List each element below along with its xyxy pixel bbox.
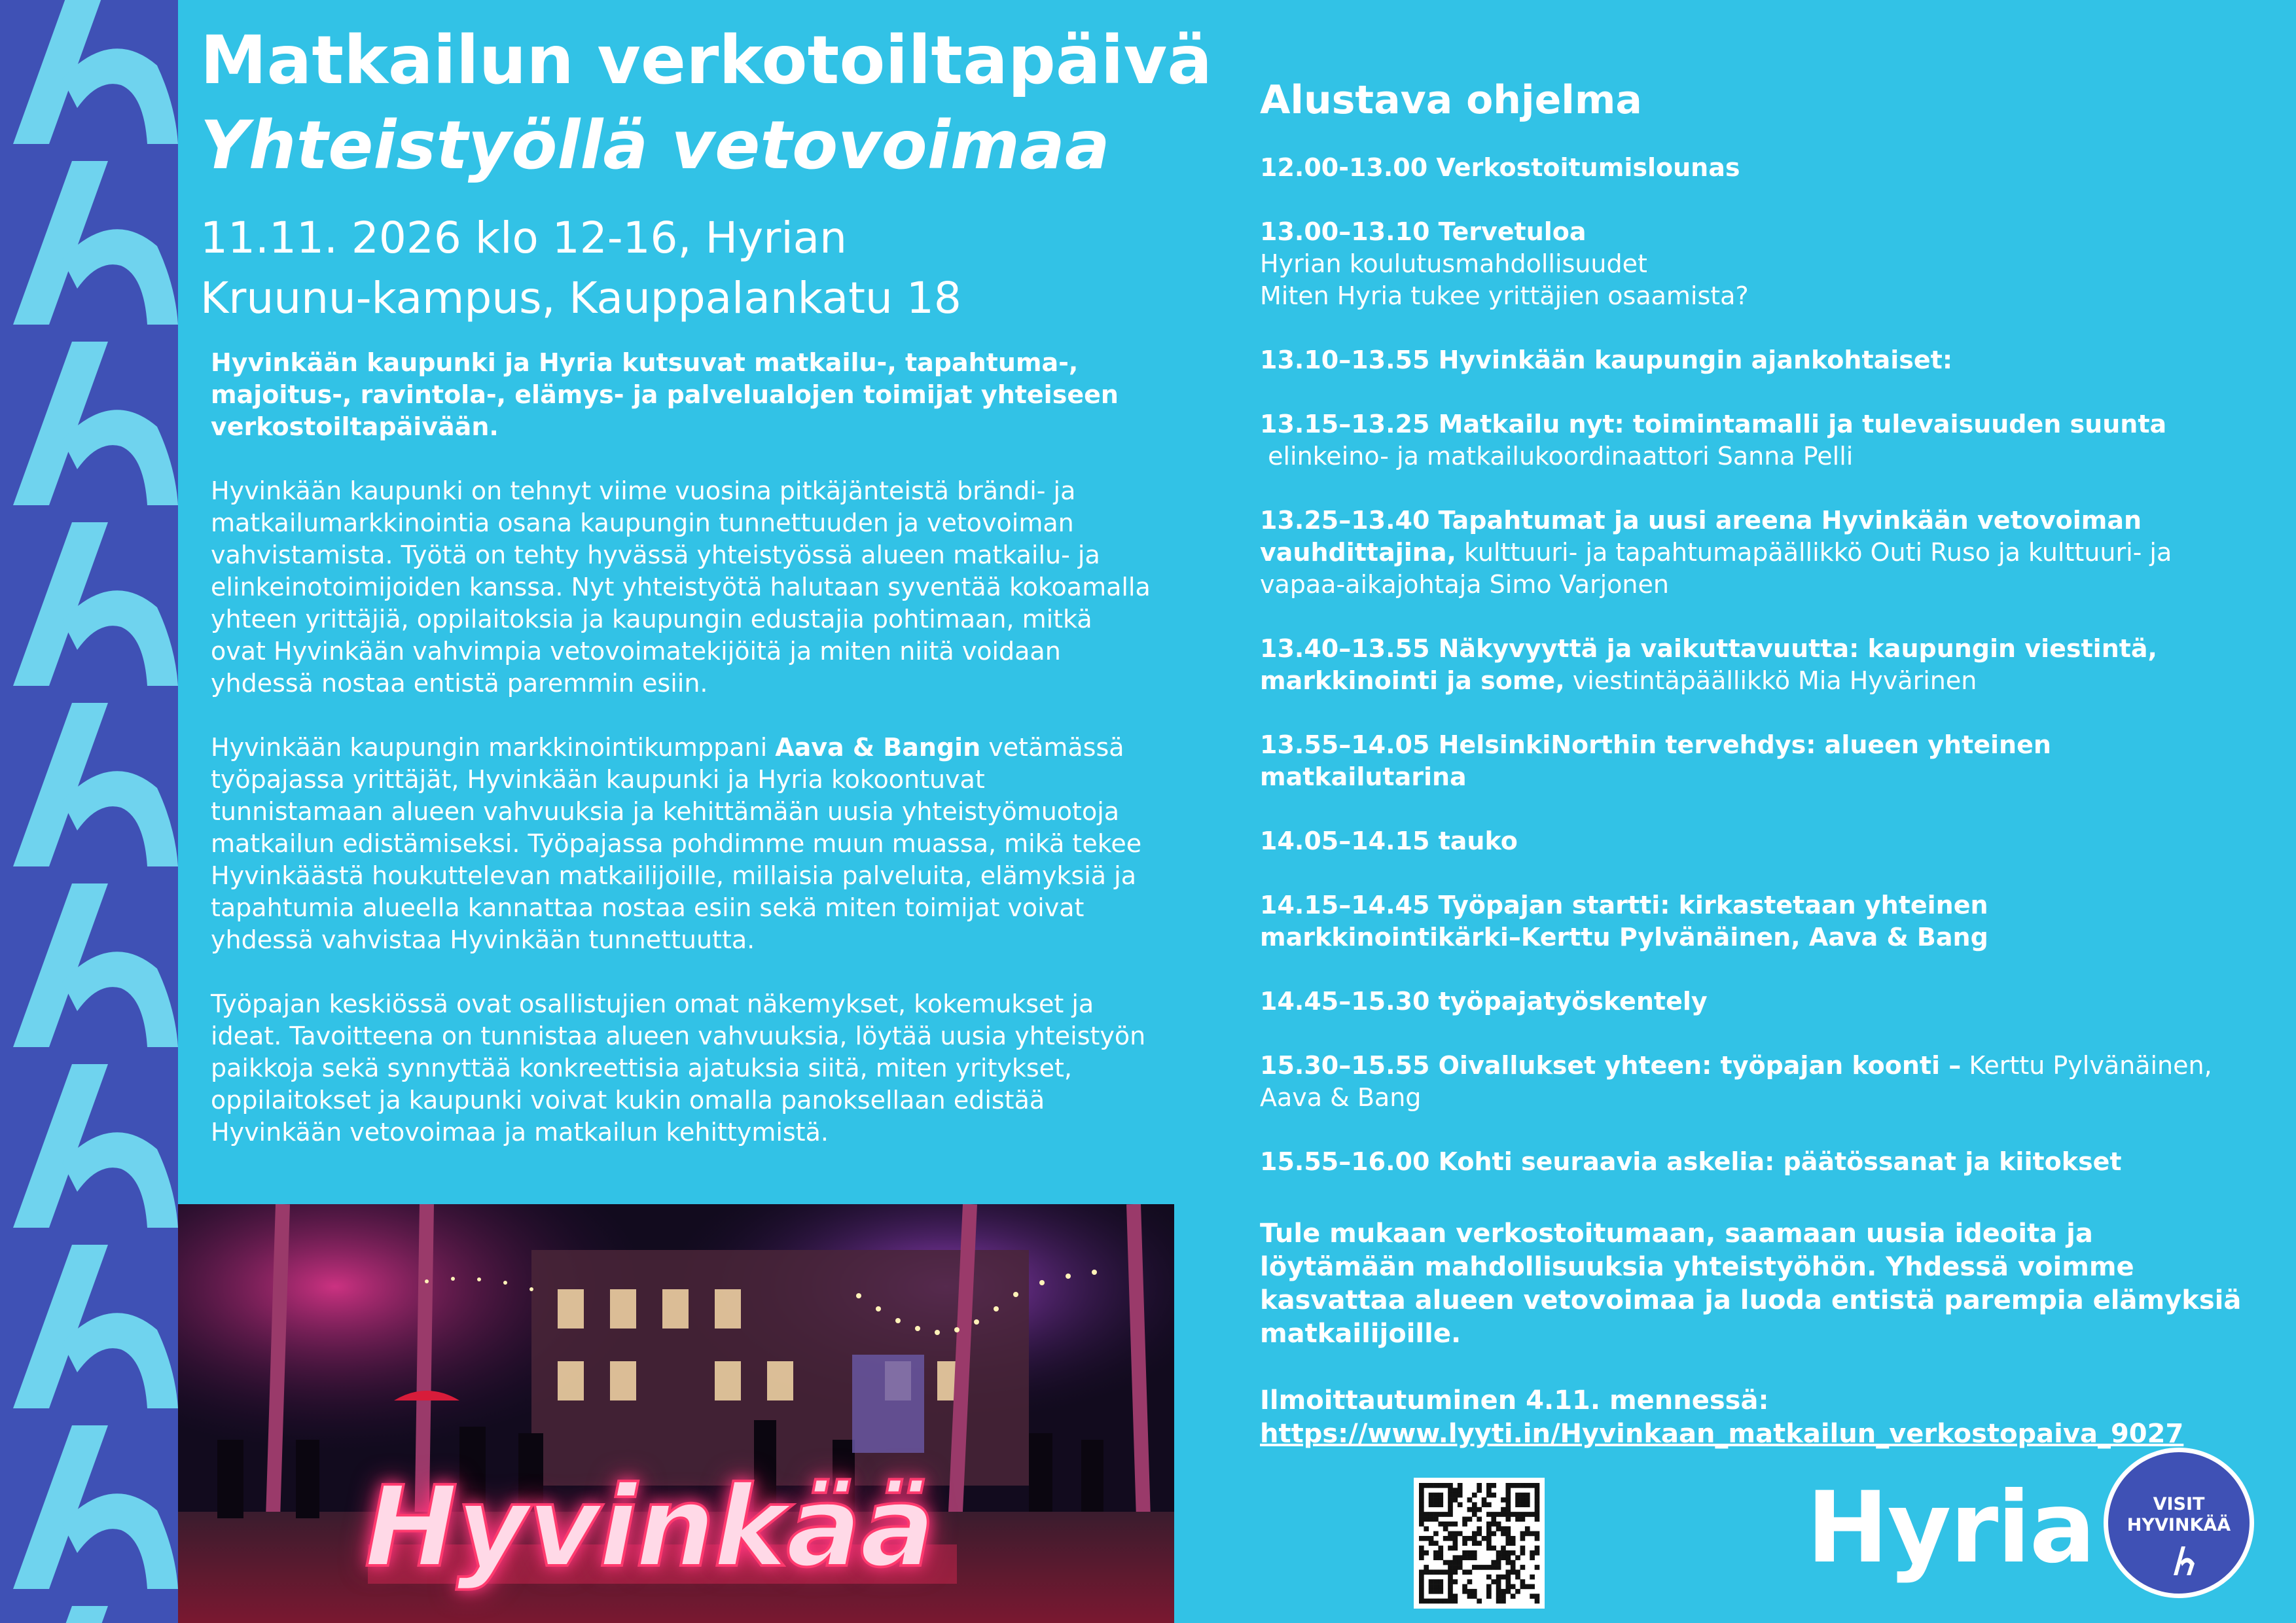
intro-p2-end: vetämässä työpajassa yrittäjät, Hyvinkään kaupunki ja Hyria kokoontuvat tunnistamaan alueen vahvuuksia ja kehittämään uusia yhteistyömuotoja matkailun edistämiseksi. Työpajassa pohdimme muun muassa, mikä tekee Hyvinkäästä houkuttelevan matkailijoille, millaisia palveluita, elämyksiä ja tapahtumia alueella kannattaa nostaa esiin sekä miten toimijat voivat yhdessä vahvistaa Hyvinkään tunnettuutta. — [211, 733, 1142, 954]
registration-label: Ilmoittautuminen 4.11. mennessä: — [1260, 1385, 1769, 1416]
program-item-time-title: 13.25–13.40 Tapahtumat ja uusi areena Hyvinkään vetovoiman vauhdittajina, — [1260, 506, 2142, 567]
program-item-time-title: 14.15–14.45 Työpajan startti: kirkastetaan yhteinen markkinointikärki–Kerttu Pylvänäinen, Aava & Bang — [1260, 891, 1988, 952]
program-item-details: elinkeino- ja matkailukoordinaattori Sanna Pelli — [1260, 442, 1854, 471]
program-item-time-title: 13.55–14.05 HelsinkiNorthin tervehdys: alueen yhteinen matkailutarina — [1260, 730, 2051, 791]
program-list — [1260, 152, 2255, 1210]
program-item — [1260, 729, 2255, 793]
program-heading: Alustava ohjelma — [1260, 77, 1642, 123]
left-column — [178, 0, 1213, 1623]
program-item-details: Hyrian koulutusmahdollisuudet Miten Hyria tukee yrittäjien osaamista? — [1260, 249, 1749, 310]
cta-text: Tule mukaan verkostoitumaan, saamaan uusia ideoita ja löytämään mahdollisuuksia yhteistyöhön. Yhdessä voimme kasvattaa alueen vetovoimaa ja luoda entistä parempia elämyksiä matkailijoille. — [1260, 1219, 2242, 1349]
program-item — [1260, 152, 2255, 184]
call-to-action — [1260, 1217, 2255, 1451]
photo-sign-text: Hyvinkää — [365, 1463, 934, 1592]
registration-link[interactable]: https://www.lyyti.in/Hyvinkaan_matkailun_verkostopaiva_9027 — [1260, 1419, 2184, 1449]
intro-paragraph-1: Hyvinkään kaupunki on tehnyt viime vuosina pitkäjänteistä brändi- ja matkailumarkkinointia osana kaupungin tunnettuuden ja vetovoiman vahvistamista. Työtä on tehty hyvässä yhteistyössä alueen matkailu- ja elinkeinotoimijoiden kanssa. Nyt yhteistyötä halutaan syventää kokoamalla yhteen yrittäjiä, oppilaitoksia ja kaupungin edustajia pohtimaan, mitkä ovat Hyvinkään vahvimpia vetovoimatekijöitä ja miten niitä voidaan yhdessä nostaa entistä paremmin esiin. — [211, 476, 1151, 698]
program-item-time-title: 13.15–13.25 Matkailu nyt: toimintamalli ja tulevaisuuden suunta — [1260, 410, 2167, 438]
program-item — [1260, 216, 2255, 312]
event-date-location — [200, 208, 1169, 329]
page-subtitle: Yhteistyöllä vetovoimaa — [200, 107, 1110, 185]
visit-logo-line1: VISIT — [2153, 1494, 2205, 1514]
program-item-time-title: 15.55–16.00 Kohti seuraavia askelia: päätössanat ja kiitokset — [1260, 1147, 2122, 1176]
program-item — [1260, 344, 2255, 376]
h-pattern-icon — [0, 0, 178, 1623]
right-column — [1260, 0, 2268, 1623]
qr-code-icon — [1414, 1478, 1545, 1609]
visit-hyvinkaa-logo — [2104, 1448, 2254, 1598]
program-item-time-title: 14.05–14.15 tauko — [1260, 827, 1518, 855]
program-item — [1260, 986, 2255, 1018]
program-item — [1260, 505, 2255, 601]
program-item-time-title: 13.00–13.10 Tervetuloa — [1260, 217, 1587, 246]
intro-lead: Hyvinkään kaupunki ja Hyria kutsuvat matkailu-, tapahtuma-, majoitus-, ravintola-, elämys- ja palvelualojen toimijat yhteiseen verkostoiltapäivään. — [211, 348, 1119, 441]
program-item — [1260, 408, 2255, 473]
intro-p2-partner: Aava & Bangin — [775, 733, 981, 762]
intro-paragraph-3: Työpajan keskiössä ovat osallistujien omat näkemykset, kokemukset ja ideat. Tavoitteena on tunnistaa alueen vahvuuksia, löytää uusia yhteistyön paikkoja sekä synnyttää konkreettisia ajatuksia siitä, miten yritykset, oppilaitokset ja kaupunki voivat kukin omalla panoksellaan edistää Hyvinkään vetovoimaa ja matkailun kehittymistä. — [211, 990, 1146, 1147]
program-item — [1260, 633, 2255, 697]
intro-paragraph-2 — [211, 732, 1153, 956]
intro-p2-start: Hyvinkään kaupungin markkinointikumppani — [211, 733, 776, 762]
date-line: 11.11. 2026 klo 12-16, Hyrian — [200, 213, 847, 263]
program-item-time-title: 13.40–13.55 Näkyvyyttä ja vaikuttavuutta: kaupungin viestintä, markkinointi ja some, — [1260, 634, 2157, 695]
h-mark-icon — [2168, 1544, 2198, 1577]
program-item-details: viestintäpäällikkö Mia Hyvärinen — [1564, 666, 1977, 695]
program-item — [1260, 1146, 2255, 1178]
intro-text — [211, 347, 1153, 1181]
page-title: Matkailun verkotoiltapäivä — [200, 22, 1213, 99]
program-item-time-title: 12.00-13.00 Verkostoitumislounas — [1260, 153, 1740, 182]
program-item-details: kulttuuri- ja tapahtumapäällikkö Outi Ruso ja kulttuuri- ja vapaa-aikajohtaja Simo Varjonen — [1260, 538, 2172, 599]
qr-code — [1414, 1478, 1545, 1609]
event-photo — [178, 1204, 1174, 1623]
program-item-details: Kerttu Pylvänäinen, Aava & Bang — [1260, 1051, 2212, 1112]
visit-logo-line2: HYVINKÄÄ — [2126, 1515, 2231, 1535]
program-item — [1260, 825, 2255, 857]
hyria-logo: Hyria — [1806, 1471, 2094, 1585]
program-item-time-title: 14.45–15.30 työpajatyöskentely — [1260, 987, 1708, 1016]
program-item — [1260, 889, 2255, 954]
decorative-sidebar — [0, 0, 178, 1623]
program-item — [1260, 1050, 2255, 1114]
program-item-time-title: 15.30–15.55 Oivallukset yhteen: työpajan koonti – — [1260, 1051, 1962, 1080]
program-item-time-title: 13.10–13.55 Hyvinkään kaupungin ajankohtaiset: — [1260, 346, 1953, 374]
location-line: Kruunu-kampus, Kauppalankatu 18 — [200, 273, 961, 323]
